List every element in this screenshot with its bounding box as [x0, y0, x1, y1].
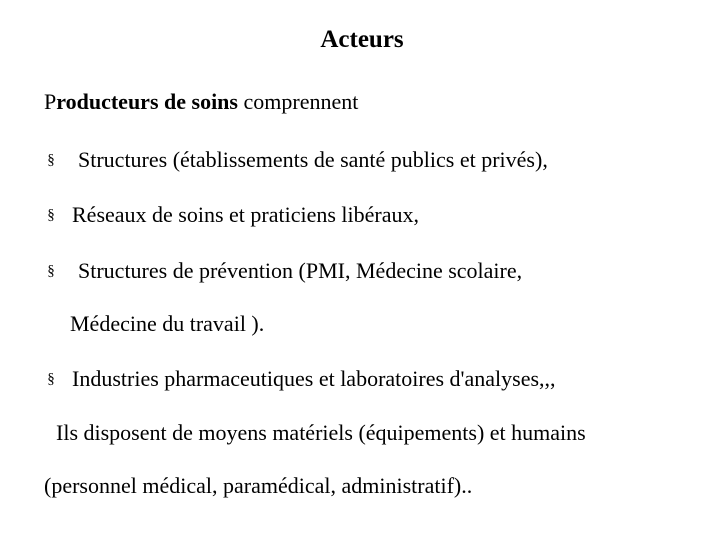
bullet-item-prevention: Structures de prévention (PMI, Médecine scolaire, — [78, 258, 523, 283]
intro-lead-letter: P — [44, 89, 57, 114]
bullet-marker-icon: § — [47, 263, 55, 279]
intro-line — [44, 88, 358, 116]
bullet-item-prevention-continuation: Médecine du travail ). — [70, 311, 265, 336]
bullet-item-reseaux: Réseaux de soins et praticiens libéraux, — [72, 202, 420, 227]
bullet-marker-icon: § — [47, 152, 55, 168]
bullet-item-industries: Industries pharmaceutiques et laboratoires d'analyses,,, — [72, 366, 556, 391]
intro-bold-text: roducteurs de soins — [56, 89, 238, 114]
bullet-item-structures: Structures (établissements de santé publics et privés), — [78, 147, 548, 172]
intro-rest-text: comprennent — [237, 89, 359, 114]
bullet-marker-icon: § — [47, 207, 55, 223]
closing-paragraph-line-2: (personnel médical, paramédical, administratif).. — [44, 473, 473, 498]
bullet-marker-icon: § — [47, 371, 55, 387]
closing-paragraph-line-1: Ils disposent de moyens matériels (équipements) et humains — [56, 420, 586, 445]
slide-title: Acteurs — [320, 26, 404, 53]
